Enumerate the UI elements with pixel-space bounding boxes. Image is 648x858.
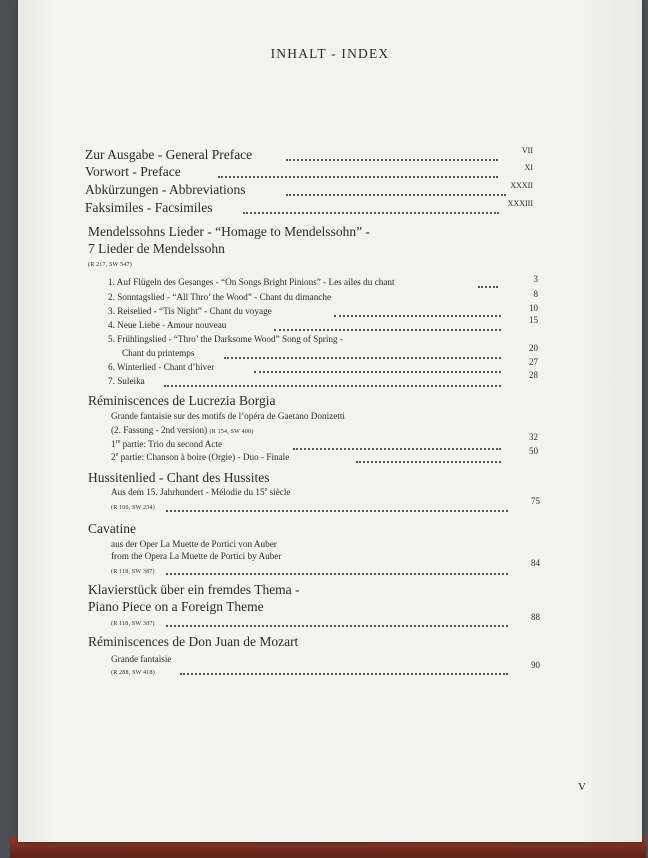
section-heading-mendelssohn-line2: 7 Lieder de Mendelssohn [88,241,225,256]
dot-leader [180,673,508,675]
dot-leader [166,625,508,627]
version-line [111,425,253,435]
dot-leader [293,448,501,450]
page-ref: VII [521,146,533,155]
dot-leader [334,315,501,317]
dot-leader [218,176,498,178]
toc-entry-preface: Vorwort - Preface [85,164,181,179]
part-number: 1 [111,439,116,450]
dot-leader [243,212,499,214]
section-heading-lucrezia-borgia: Réminiscences de Lucrezia Borgia [88,393,276,408]
dot-leader [286,159,498,161]
part-label: partie: Trio du second Acte [122,439,223,450]
page-ref: 88 [531,612,540,622]
toc-entry-song-1: 1. Auf Flügeln des Gesanges - “On Songs Bright Pinions” - Les ailes du chant [108,277,395,287]
part-label: partie: Chanson à boire (Orgie) - Duo - Finale [120,452,290,463]
page-ref: 28 [529,370,538,380]
page-ref: 27 [529,357,538,367]
page-ref: 15 [529,315,538,325]
subtitle-text-end: siècle [269,487,291,498]
catalogue-ref: (R 118, SW 387) [111,621,155,627]
toc-entry-lucrezia-part-2 [111,452,289,462]
catalogue-ref: (R 217, SW 547) [88,262,132,268]
page-ref: 75 [531,496,540,506]
toc-entry-song-5: 5. Frühlingslied - “Thro’ the Darksome Wood” Song of Spring - [108,334,343,344]
ordinal-suffix: e [264,487,268,493]
page-ref: 90 [531,660,540,670]
catalogue-ref: (R 118, SW 387) [111,569,155,575]
section-heading-klavierstueck-line2: Piano Piece on a Foreign Theme [88,599,264,614]
catalogue-ref: (R 288, SW 418) [111,670,155,676]
toc-entry-song-3: 3. Reiselied - “Tis Night” - Chant du voyage [108,306,272,316]
dot-leader [254,371,501,373]
section-subtitle: aus der Oper La Muette de Portici von Auber [111,539,277,549]
dot-leader [478,286,498,288]
book-page [18,0,642,842]
dot-leader [286,194,506,196]
toc-entry-facsimiles: Faksimiles - Facsimiles [85,200,213,215]
page-ref: XI [524,163,533,172]
page-ref: XXXII [510,181,533,190]
page-ref: 84 [531,558,540,568]
toc-entry-song-4: 4. Neue Liebe - Amour nouveau [108,320,227,330]
toc-entry-general-preface: Zur Ausgabe - General Preface [85,147,253,162]
dot-leader [356,461,501,463]
page-ref: 3 [533,274,538,284]
section-subtitle [111,487,291,497]
toc-entry-song-2: 2. Sonntagslied - “All Thro’ the Wood” - Chant du dimanche [108,292,332,302]
section-heading-don-juan: Réminiscences de Don Juan de Mozart [88,634,299,649]
dot-leader [166,510,508,512]
page-ref: 8 [533,289,538,299]
dot-leader [164,385,501,387]
toc-entry-abbreviations: Abkürzungen - Abbreviations [85,182,246,197]
toc-entry-song-6: 6. Winterlied - Chant d’hiver [108,362,215,372]
dot-leader [166,573,508,575]
ordinal-suffix: re [115,439,121,445]
toc-entry-song-7: 7. Suleika [108,376,145,386]
page-number: V [578,781,586,793]
part-number: 2 [111,452,116,463]
section-heading-klavierstueck: Klavierstück über ein fremdes Thema - [88,582,300,597]
page-ref: XXXIII [507,199,533,208]
section-subtitle: Grande fantaisie sur des motifs de l’opéra de Gaetano Donizetti [111,411,345,421]
page-ref: 20 [529,343,538,353]
dot-leader [224,357,501,359]
ordinal-suffix: e [115,452,119,458]
catalogue-ref: (R 154, SW 400) [209,429,254,435]
dot-leader [274,329,501,331]
version-label: (2. Fassung - 2nd version) [111,425,208,435]
section-heading-cavatine: Cavatine [88,521,136,536]
section-heading-mendelssohn: Mendelssohns Lieder - “Homage to Mendelssohn” - [88,224,370,239]
catalogue-ref: (R 100, SW 234) [111,505,155,511]
section-subtitle-line2: from the Opera La Muette de Portici by Auber [111,551,282,561]
toc-entry-lucrezia-part-1 [111,439,222,449]
toc-entry-song-5-line2: Chant du printemps [122,348,195,358]
section-heading-hussitenlied: Hussitenlied - Chant des Hussites [88,470,270,485]
section-subtitle: Grande fantaisie [111,654,172,664]
page-ref: 50 [529,446,538,456]
page-ref: 32 [529,432,538,442]
page-title: INHALT - INDEX [270,46,390,61]
page-ref: 10 [529,303,538,313]
table-of-contents [18,0,642,842]
subtitle-text: Aus dem 15. Jahrhundert - Mélodie du 15 [111,487,265,498]
